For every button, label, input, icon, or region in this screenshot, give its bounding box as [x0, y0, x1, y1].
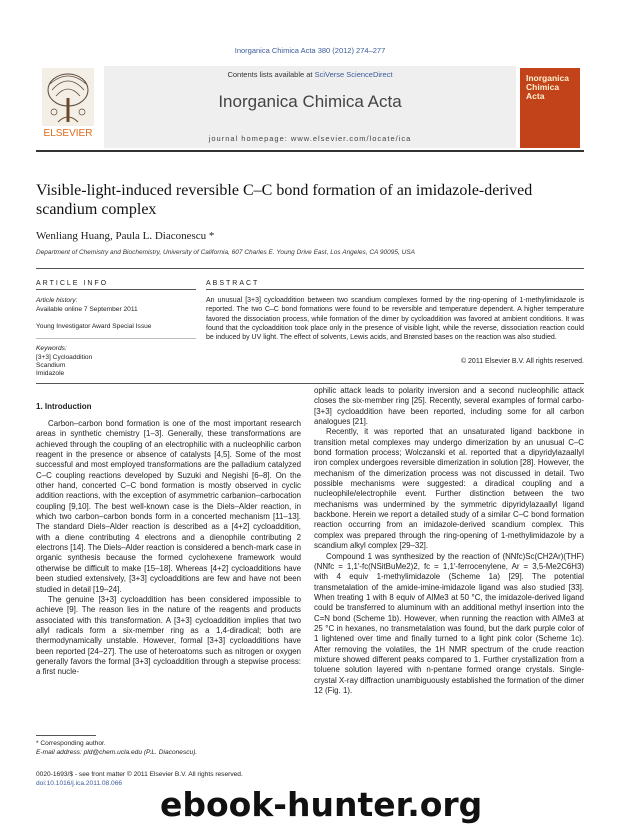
abstract-rule	[206, 289, 584, 290]
masthead-rule	[36, 150, 584, 152]
publisher-wordmark: ELSEVIER	[43, 128, 93, 139]
body-right-column	[314, 386, 584, 696]
elsevier-tree-icon	[42, 68, 94, 126]
contents-line	[104, 70, 516, 79]
history-label: Article history:	[36, 297, 78, 304]
section-heading: 1. Introduction	[36, 402, 92, 411]
special-issue: Young Investigator Award Special Issue	[36, 323, 152, 330]
body-left-column	[36, 419, 301, 678]
sciencedirect-link[interactable]: SciVerse ScienceDirect	[314, 70, 393, 79]
history-value: Available online 7 September 2011	[36, 306, 138, 313]
keywords-rule	[36, 338, 196, 339]
footnote	[36, 739, 197, 757]
body-paragraph: The genuine [3+3] cycloaddition has been considered impossible to achieve [9]. The reason lies in the nature of the reagents and products associated with this transformation. A [3+3] cycloaddition implies that two allyl radicals form a six-member ring as a 1,4-diradical; both are thermodynamically unstable. However, formal [3+3] cycloadditions have been reported [24–27]. The use of heteroatoms such as nitrogen or oxygen generally favors the formal [3+3] cycloaddition through a stepwise process: a first nucle-	[36, 594, 301, 677]
corresponding-author: * Corresponding author.	[36, 740, 106, 747]
abstract-text: An unusual [3+3] cycloaddition between two scandium complexes formed by the ring-opening of 1-methylimidazole is reported. The two C–C bond formations were found to be reversible and temperature dependent. A higher temperature favored the dissociation process, while formation of the dimer by cycloaddition was favored at ambient conditions. It was found that the cycloaddition took place only in the presence of visible light, while the reverse, dissociation reaction could be induced by UV light. The effect of solvents, Lewis acids, and Brønsted bases on the reaction was also studied.	[206, 297, 584, 342]
footnote-rule	[36, 735, 96, 736]
keyword-item: Scandium	[36, 362, 66, 369]
journal-title: Inorganica Chimica Acta	[218, 92, 402, 111]
article-title: Visible-light-induced reversible C–C bond formation of an imidazole-derived scandium complex	[36, 182, 533, 218]
keyword-item: Imidazole	[36, 370, 65, 377]
title-rule	[36, 268, 584, 269]
journal-homepage[interactable]: journal homepage: www.elsevier.com/locate/ica	[208, 134, 412, 143]
author-affiliation: Department of Chemistry and Biochemistry, University of California, 607 Charles E. Young Drive East, Los Angeles, CA 90095, USA	[36, 249, 415, 256]
issn-line: 0020-1693/$ - see front matter © 2011 Elsevier B.V. All rights reserved.	[36, 771, 243, 778]
author-email[interactable]: E-mail address: pld@chem.ucla.edu (P.L. Diaconescu).	[36, 749, 198, 756]
keywords-label: Keywords:	[36, 345, 67, 352]
article-info-rule	[36, 289, 196, 290]
contents-prefix: Contents lists available at	[227, 70, 315, 79]
body-paragraph: ophilic attack leads to polarity inversion and a second nucleophilic attack closes the six-member ring [25]. Recently, several examples of formal carbo-[3+3] cycloaddition have been reported, including some for all carbon analogues [21].	[314, 386, 584, 427]
abstract-copyright: © 2011 Elsevier B.V. All rights reserved.	[460, 358, 584, 365]
article-authors: Wenliang Huang, Paula L. Diaconescu *	[36, 230, 215, 242]
running-head: Inorganica Chimica Acta 380 (2012) 274–277	[234, 46, 386, 55]
watermark: ebook-hunter.org	[160, 785, 483, 824]
abstract-bottom-rule	[36, 383, 584, 384]
keyword-item: [3+3] Cycloaddition	[36, 354, 93, 361]
body-paragraph: Recently, it was reported that an unsaturated ligand backbone in transition metal complexes may undergo dimerization by an unusual C–C bond formation process; Wolczanski et al. reported that a dipyridylazaallyl iron complex undergoes reversible dimerization in solution [28]. However, the mechanism of the dimerization process was not discussed in detail. Two possible mechanisms were suggested: a diradical coupling and a nucleophile/electrophile event. Further distinction between the two mechanisms was undermined by the symmetric dipyridylazaallyl ligand backbone. Herein we report a detailed study of a similar C–C bond formation reaction occurring from an imidazole-derived scandium complex. This complex was prepared through the ring-opening of 1-methylimidazole by a scandium alkyl complex [29–32].	[314, 427, 584, 551]
elsevier-logo	[36, 66, 100, 144]
abstract-heading: ABSTRACT	[206, 280, 260, 287]
body-paragraph: Compound 1 was synthesized by the reaction of (NNfc)Sc(CH2Ar)(THF) (NNfc = 1,1′-fc(NSitBuMe2)2, fc = 1,1′-ferrocenylene, Ar = 3,5-Me2C6H3) with 4 equiv 1-methylimidazole (Scheme 1a) [29]. The potential transmetalation of the amide-imine-imidazole ligand was also studied [33]. When treating 1 with 8 equiv of AlMe3 at 50 °C, the imidazole-derived ligand could be transferred to aluminum with an additional methyl insertion into the C=N bond (Scheme 1b). However, when running the reaction with AlMe3 at 25 °C in hexanes, no transmetalation was found, but the dark purple color of 1 lightened over time and finally turned to a light pink color (Scheme 1c). After removing the volatiles, the 1H NMR spectrum of the crude reaction mixture showed different peaks compared to 1. Further crystallization from a toluene solution layered with n-pentane formed orange crystals. Single-crystal X-ray diffraction unambiguously established the formation of the dimer 12 (Fig. 1).	[314, 551, 584, 695]
body-paragraph: Carbon–carbon bond formation is one of the most important research areas in synthetic chemistry [1–3]. Generally, these transformations are achieved through the coupling of an electrophilic with a nucleophilic carbon reagent in the presence or absence of catalysts [4,5]. Some of the most successful and most employed transformations are the palladium catalyzed C–C coupling reactions developed by Suzuki and Negishi [6–8]. On the other hand, concerted C–C bond formation is mostly observed in cyclic addition reactions, with the exception of asymmetric carbanion–carbocation coupling [9,10]. The best well-known case is the Diels–Alder reaction, in which two carbon–carbon bonds form in a concerted mechanism [11–13]. The standard Diels–Alder reaction is described as a [4+2] cycloaddition, with a diene contributing 4 electrons and a dienophile contributing 2 electrons [14]. The Diels–Alder reaction is considered a bench-mark case in organic synthesis because the formed cyclohexene framework would otherwise be difficult to make [15–18]. Whereas [4+2] cycloadditions have been studied extensively, [3+3] cycloadditions are few and have not been studied in detail [19–24].	[36, 419, 301, 594]
article-info-heading: ARTICLE INFO	[36, 280, 109, 287]
cover-title: Inorganica Chimica Acta	[526, 73, 569, 101]
doi-link[interactable]: doi:10.1016/j.ica.2011.08.066	[36, 780, 123, 787]
